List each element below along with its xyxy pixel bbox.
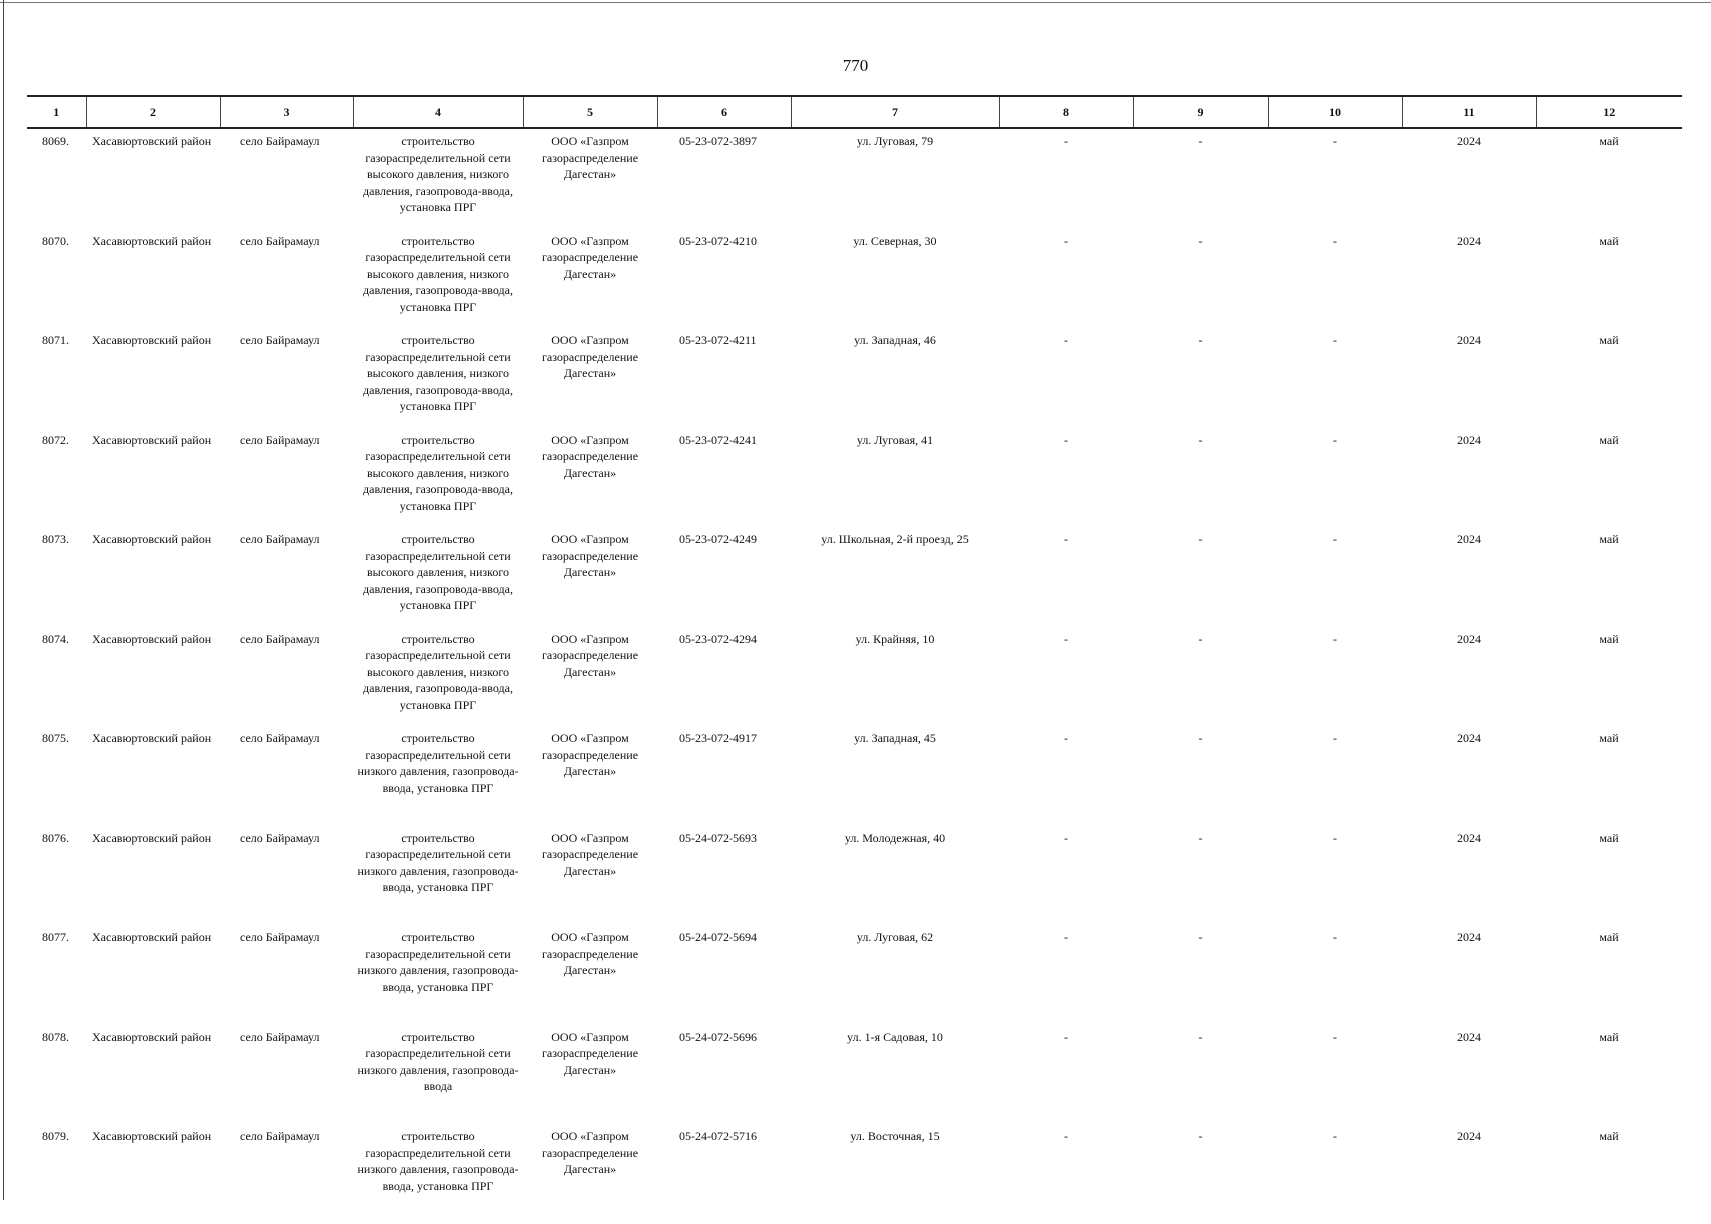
village-cell: село Байрамаул bbox=[240, 233, 320, 248]
row-number: 8078. bbox=[42, 1029, 69, 1044]
district-cell: Хасавюртовский район bbox=[92, 930, 212, 944]
col9-cell: - bbox=[1198, 631, 1203, 646]
col8-cell: - bbox=[1064, 333, 1068, 347]
year-cell: 2024 bbox=[1457, 1129, 1481, 1143]
year-cell: 2024 bbox=[1457, 432, 1481, 447]
year-cell: 2024 bbox=[1457, 233, 1481, 248]
work-description-cell: строительство газораспределительной сети высокого давления, низкого давления, газопровода-ввода, установка ПРГ bbox=[363, 532, 513, 612]
district-cell: Хасавюртовский район bbox=[92, 333, 212, 347]
table-row bbox=[27, 826, 1682, 926]
address-cell: ул. 1-я Садовая, 10 bbox=[847, 1029, 943, 1044]
operator-cell: ООО «Газпром газораспределение Дагестан» bbox=[541, 930, 639, 977]
operator-cell: ООО «Газпром газораспределение Дагестан» bbox=[541, 233, 639, 281]
column-header: 5 bbox=[523, 96, 657, 128]
table-row bbox=[27, 1025, 1682, 1125]
code-cell: 05-23-072-4294 bbox=[679, 631, 757, 646]
row-number: 8075. bbox=[42, 731, 69, 745]
col8-cell: - bbox=[1064, 134, 1068, 148]
row-number: 8069. bbox=[42, 134, 69, 148]
page-frame-top bbox=[0, 2, 1711, 3]
address-cell: ул. Школьная, 2-й проезд, 25 bbox=[821, 532, 969, 546]
column-header: 2 bbox=[86, 96, 220, 128]
col8-cell: - bbox=[1064, 731, 1068, 745]
code-cell: 05-23-072-4249 bbox=[679, 532, 757, 546]
work-description-cell: строительство газораспределительной сети низкого давления, газопровода-ввода, установка ПРГ bbox=[357, 930, 519, 994]
col9-cell: - bbox=[1198, 930, 1203, 944]
work-description-cell: строительство газораспределительной сети высокого давления, низкого давления, газопровода-ввода, установка ПРГ bbox=[363, 631, 513, 712]
page-number: 770 bbox=[842, 56, 869, 75]
district-cell: Хасавюртовский район bbox=[92, 432, 212, 447]
col9-cell: - bbox=[1198, 731, 1203, 745]
district-cell: Хасавюртовский район bbox=[92, 731, 212, 745]
month-cell: май bbox=[1599, 532, 1619, 546]
address-cell: ул. Восточная, 15 bbox=[850, 1129, 940, 1143]
code-cell: 05-23-072-4241 bbox=[679, 432, 757, 447]
code-cell: 05-24-072-5693 bbox=[679, 830, 757, 845]
table-row bbox=[27, 229, 1682, 329]
col9-cell: - bbox=[1198, 233, 1203, 248]
column-header: 8 bbox=[999, 96, 1133, 128]
operator-cell: ООО «Газпром газораспределение Дагестан» bbox=[541, 532, 639, 579]
col9-cell: - bbox=[1198, 532, 1203, 546]
address-cell: ул. Северная, 30 bbox=[853, 233, 937, 248]
table-row bbox=[27, 925, 1682, 1025]
column-header: 10 bbox=[1268, 96, 1402, 128]
village-cell: село Байрамаул bbox=[240, 731, 320, 745]
col10-cell: - bbox=[1333, 830, 1337, 845]
operator-cell: ООО «Газпром газораспределение Дагестан» bbox=[541, 731, 639, 778]
month-cell: май bbox=[1599, 830, 1619, 845]
address-cell: ул. Крайняя, 10 bbox=[855, 631, 935, 646]
month-cell: май bbox=[1599, 1129, 1619, 1143]
operator-cell: ООО «Газпром газораспределение Дагестан» bbox=[541, 1029, 639, 1077]
district-cell: Хасавюртовский район bbox=[92, 830, 212, 845]
month-cell: май bbox=[1599, 432, 1619, 447]
col9-cell: - bbox=[1198, 830, 1203, 845]
row-number: 8077. bbox=[42, 930, 69, 944]
month-cell: май bbox=[1599, 930, 1619, 944]
district-cell: Хасавюртовский район bbox=[92, 233, 212, 248]
col9-cell: - bbox=[1198, 432, 1203, 447]
table-row bbox=[27, 428, 1682, 528]
year-cell: 2024 bbox=[1457, 333, 1481, 347]
col8-cell: - bbox=[1064, 233, 1068, 248]
table-row bbox=[27, 1124, 1682, 1224]
table-row bbox=[27, 328, 1682, 428]
col10-cell: - bbox=[1333, 333, 1337, 347]
work-description-cell: строительство газораспределительной сети высокого давления, низкого давления, газопровода-ввода, установка ПРГ bbox=[363, 432, 513, 513]
address-cell: ул. Западная, 46 bbox=[854, 333, 936, 347]
table-row bbox=[27, 627, 1682, 727]
col8-cell: - bbox=[1064, 532, 1068, 546]
row-number: 8070. bbox=[42, 233, 69, 248]
village-cell: село Байрамаул bbox=[240, 134, 320, 148]
col10-cell: - bbox=[1333, 930, 1337, 944]
operator-cell: ООО «Газпром газораспределение Дагестан» bbox=[541, 432, 639, 480]
year-cell: 2024 bbox=[1457, 731, 1481, 745]
address-cell: ул. Луговая, 41 bbox=[856, 432, 934, 447]
address-cell: ул. Западная, 45 bbox=[854, 731, 936, 745]
address-cell: ул. Луговая, 62 bbox=[856, 930, 934, 944]
month-cell: май bbox=[1599, 333, 1619, 347]
col10-cell: - bbox=[1333, 731, 1337, 745]
column-header: 4 bbox=[353, 96, 523, 128]
work-description-cell: строительство газораспределительной сети низкого давления, газопровода-ввода, установка ПРГ bbox=[357, 1129, 519, 1193]
code-cell: 05-24-072-5696 bbox=[679, 1029, 757, 1044]
page-frame-left bbox=[3, 0, 4, 1200]
year-cell: 2024 bbox=[1457, 1029, 1481, 1044]
column-header: 7 bbox=[791, 96, 999, 128]
village-cell: село Байрамаул bbox=[240, 830, 320, 845]
col8-cell: - bbox=[1064, 1129, 1068, 1143]
address-cell: ул. Луговая, 79 bbox=[856, 134, 934, 148]
year-cell: 2024 bbox=[1457, 134, 1481, 148]
year-cell: 2024 bbox=[1457, 830, 1481, 845]
column-header: 12 bbox=[1536, 96, 1682, 128]
village-cell: село Байрамаул bbox=[240, 333, 320, 347]
col9-cell: - bbox=[1198, 134, 1203, 148]
month-cell: май bbox=[1599, 134, 1619, 148]
row-number: 8076. bbox=[42, 830, 69, 845]
work-description-cell: строительство газораспределительной сети низкого давления, газопровода-ввода bbox=[357, 1029, 519, 1093]
operator-cell: ООО «Газпром газораспределение Дагестан» bbox=[541, 1129, 639, 1176]
col8-cell: - bbox=[1064, 830, 1068, 845]
district-cell: Хасавюртовский район bbox=[92, 631, 212, 646]
work-description-cell: строительство газораспределительной сети высокого давления, низкого давления, газопровода-ввода, установка ПРГ bbox=[363, 134, 513, 214]
col10-cell: - bbox=[1333, 432, 1337, 447]
month-cell: май bbox=[1599, 233, 1619, 248]
village-cell: село Байрамаул bbox=[240, 432, 320, 447]
col9-cell: - bbox=[1198, 1029, 1203, 1044]
district-cell: Хасавюртовский район bbox=[92, 134, 212, 148]
column-header: 3 bbox=[220, 96, 353, 128]
column-header: 6 bbox=[657, 96, 791, 128]
village-cell: село Байрамаул bbox=[240, 631, 320, 646]
operator-cell: ООО «Газпром газораспределение Дагестан» bbox=[541, 333, 639, 380]
operator-cell: ООО «Газпром газораспределение Дагестан» bbox=[541, 134, 639, 181]
village-cell: село Байрамаул bbox=[240, 1129, 320, 1143]
month-cell: май bbox=[1599, 731, 1619, 745]
row-number: 8073. bbox=[42, 532, 69, 546]
district-cell: Хасавюртовский район bbox=[92, 1129, 212, 1143]
village-cell: село Байрамаул bbox=[240, 1029, 320, 1044]
code-cell: 05-23-072-4917 bbox=[679, 731, 757, 745]
year-cell: 2024 bbox=[1457, 532, 1481, 546]
table-row bbox=[27, 128, 1682, 229]
code-cell: 05-23-072-3897 bbox=[679, 134, 757, 148]
col10-cell: - bbox=[1333, 1029, 1337, 1044]
row-number: 8074. bbox=[42, 631, 69, 646]
year-cell: 2024 bbox=[1457, 930, 1481, 944]
operator-cell: ООО «Газпром газораспределение Дагестан» bbox=[541, 631, 639, 679]
table-header-row bbox=[27, 96, 1682, 128]
district-cell: Хасавюртовский район bbox=[92, 1029, 212, 1044]
year-cell: 2024 bbox=[1457, 631, 1481, 646]
column-header: 9 bbox=[1133, 96, 1268, 128]
col10-cell: - bbox=[1333, 631, 1337, 646]
col8-cell: - bbox=[1064, 631, 1068, 646]
code-cell: 05-23-072-4211 bbox=[679, 333, 757, 347]
col8-cell: - bbox=[1064, 930, 1068, 944]
table-row bbox=[27, 726, 1682, 826]
row-number: 8079. bbox=[42, 1129, 69, 1143]
address-cell: ул. Молодежная, 40 bbox=[844, 830, 946, 845]
village-cell: село Байрамаул bbox=[240, 532, 320, 546]
col10-cell: - bbox=[1333, 532, 1337, 546]
column-header: 11 bbox=[1402, 96, 1536, 128]
village-cell: село Байрамаул bbox=[240, 930, 320, 944]
work-description-cell: строительство газораспределительной сети высокого давления, низкого давления, газопровода-ввода, установка ПРГ bbox=[363, 233, 513, 314]
col10-cell: - bbox=[1333, 233, 1337, 248]
row-number: 8071. bbox=[42, 333, 69, 347]
work-description-cell: строительство газораспределительной сети низкого давления, газопровода-ввода, установка ПРГ bbox=[357, 731, 519, 795]
district-cell: Хасавюртовский район bbox=[92, 532, 212, 546]
code-cell: 05-24-072-5716 bbox=[679, 1129, 757, 1143]
month-cell: май bbox=[1599, 1029, 1619, 1044]
col10-cell: - bbox=[1333, 1129, 1337, 1143]
column-header: 1 bbox=[27, 96, 86, 128]
table-row bbox=[27, 527, 1682, 627]
col10-cell: - bbox=[1333, 134, 1337, 148]
work-description-cell: строительство газораспределительной сети низкого давления, газопровода-ввода, установка ПРГ bbox=[357, 830, 519, 894]
col8-cell: - bbox=[1064, 432, 1068, 447]
col9-cell: - bbox=[1198, 1129, 1203, 1143]
registry-table bbox=[27, 95, 1682, 1224]
code-cell: 05-24-072-5694 bbox=[679, 930, 757, 944]
code-cell: 05-23-072-4210 bbox=[679, 233, 757, 248]
work-description-cell: строительство газораспределительной сети высокого давления, низкого давления, газопровода-ввода, установка ПРГ bbox=[363, 333, 513, 413]
col9-cell: - bbox=[1198, 333, 1203, 347]
row-number: 8072. bbox=[42, 432, 69, 447]
month-cell: май bbox=[1599, 631, 1619, 646]
operator-cell: ООО «Газпром газораспределение Дагестан» bbox=[541, 830, 639, 878]
col8-cell: - bbox=[1064, 1029, 1068, 1044]
